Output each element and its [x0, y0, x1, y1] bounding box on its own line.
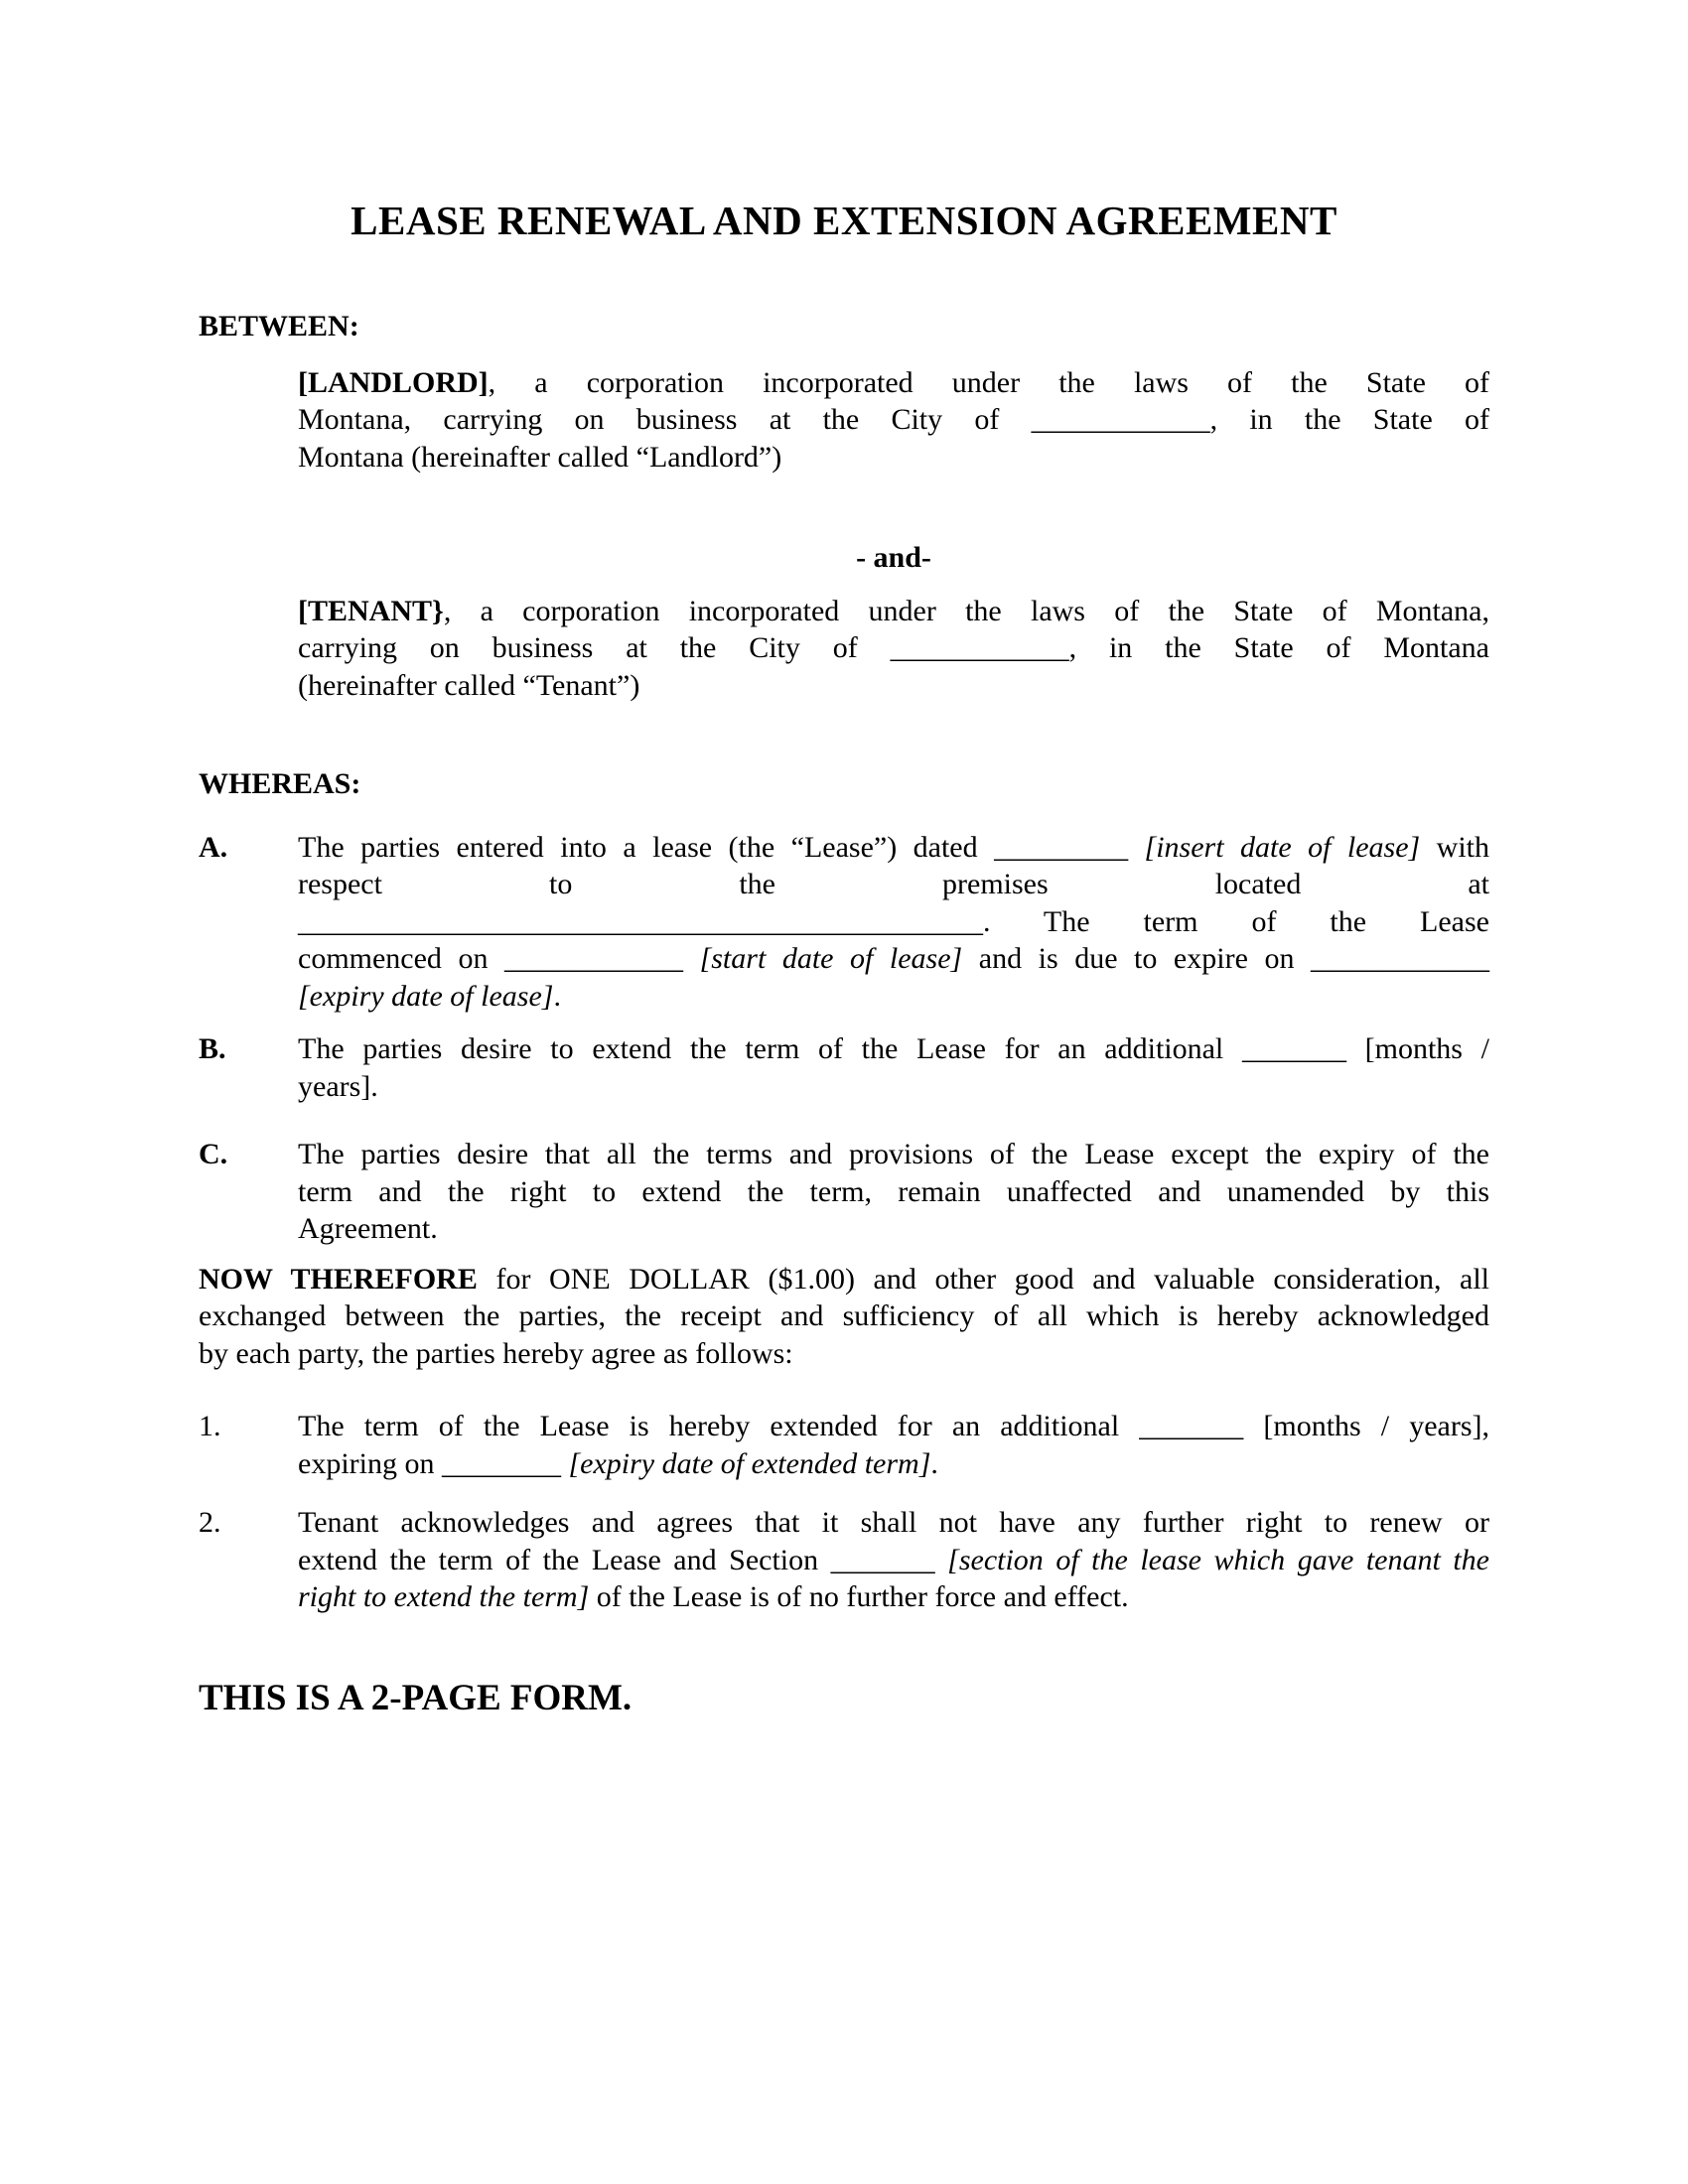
text-segment: The parties desire to extend the term of the Lease for an additional _______ [months /	[298, 1032, 1489, 1065]
text-segment: NOW THEREFORE	[199, 1262, 478, 1296]
text-segment: The parties entered into a lease (the “Lease”) dated _________	[298, 830, 1145, 864]
text-line	[298, 866, 1489, 903]
fill-in-instruction: [expiry date of extended term]	[568, 1446, 931, 1480]
recital-c	[199, 1136, 1489, 1248]
text-segment: and is due to expire on ____________	[962, 942, 1489, 975]
text-segment: [TENANT}	[298, 594, 444, 627]
recital-a	[199, 829, 1489, 1016]
text-segment: [LANDLORD]	[298, 365, 489, 399]
text-line	[298, 978, 1489, 1016]
term-2-label: 2.	[199, 1506, 221, 1539]
between-heading: BETWEEN:	[199, 310, 359, 342]
text-segment: , a corporation incorporated under the laws of the State of	[488, 365, 1489, 399]
recital-b-text	[298, 1030, 1489, 1105]
text-segment: .	[553, 979, 561, 1013]
term-1	[199, 1408, 1489, 1482]
text-segment: of the Lease is of no further force and effect.	[589, 1580, 1129, 1613]
text-segment: with	[1420, 830, 1489, 864]
text-line	[298, 1445, 1489, 1483]
text-segment: carrying on business at the City of ____________, in the State of Montana	[298, 631, 1489, 664]
text-line	[298, 439, 1489, 477]
text-segment: for ONE DOLLAR ($1.00) and other good and valuable consideration, all	[477, 1262, 1490, 1296]
text-segment: , a corporation incorporated under the laws of the State of Montana,	[443, 594, 1489, 627]
recital-b	[199, 1030, 1489, 1105]
term-2	[199, 1504, 1489, 1616]
recital-c-text	[298, 1136, 1489, 1248]
recital-c-label: C.	[199, 1138, 228, 1170]
text-line	[298, 593, 1489, 630]
text-segment: Agreement.	[298, 1212, 438, 1245]
text-segment: (hereinafter called “Tenant”)	[298, 668, 640, 702]
text-segment: respect to the premises located at	[298, 868, 1489, 900]
text-segment: The term of the Lease is hereby extended for an additional _______ [months / years],	[298, 1410, 1489, 1442]
fill-in-instruction: [expiry date of lease]	[298, 979, 554, 1013]
text-line	[298, 1542, 1489, 1579]
text-line	[298, 667, 1489, 705]
text-segment: The parties desire that all the terms and provisions of the Lease except the expiry of the	[298, 1138, 1489, 1170]
and-separator: - and-	[856, 541, 931, 574]
text-line	[199, 1297, 1489, 1335]
recital-b-label: B.	[199, 1032, 226, 1065]
landlord-paragraph	[298, 364, 1489, 477]
text-segment: .	[930, 1446, 938, 1480]
text-segment: term and the right to extend the term, remain unaffected and unamended by this	[298, 1174, 1489, 1208]
text-line	[199, 1261, 1489, 1298]
text-segment: Tenant acknowledges and agrees that it shall not have any further right to renew or	[298, 1506, 1489, 1539]
whereas-heading: WHEREAS:	[199, 767, 361, 800]
text-line	[298, 401, 1489, 439]
recital-a-text	[298, 829, 1489, 1016]
text-segment: expiring on ________	[298, 1446, 569, 1480]
text-line	[199, 1335, 1489, 1373]
text-segment: by each party, the parties hereby agree as follows:	[199, 1336, 793, 1370]
text-line	[298, 1578, 1489, 1616]
fill-in-instruction: [start date of lease]	[699, 942, 963, 975]
fill-in-instruction: right to extend the term]	[298, 1580, 590, 1613]
now-therefore-paragraph	[199, 1261, 1489, 1373]
term-1-text	[298, 1408, 1489, 1482]
text-segment: Montana, carrying on business at the City of ____________, in the State of	[298, 403, 1489, 436]
text-line	[298, 829, 1489, 867]
text-line	[298, 903, 1489, 941]
text-line	[298, 364, 1489, 402]
text-line	[298, 1173, 1489, 1211]
term-1-label: 1.	[199, 1410, 221, 1442]
text-segment: Montana (hereinafter called “Landlord”)	[298, 440, 782, 474]
tenant-paragraph	[298, 593, 1489, 705]
text-segment: years].	[298, 1069, 378, 1103]
text-line	[298, 1408, 1489, 1445]
fill-in-instruction: [section of the lease which gave tenant the	[947, 1543, 1489, 1576]
text-line	[298, 1504, 1489, 1542]
text-line	[298, 940, 1489, 978]
term-2-text	[298, 1504, 1489, 1616]
text-segment: extend the term of the Lease and Section _______	[298, 1543, 948, 1576]
text-line	[298, 1136, 1489, 1173]
two-page-note: THIS IS A 2-PAGE FORM.	[199, 1677, 633, 1718]
fill-in-instruction: [insert date of lease]	[1144, 830, 1421, 864]
text-line	[298, 1210, 1489, 1248]
text-line	[298, 629, 1489, 667]
recital-a-label: A.	[199, 830, 228, 864]
text-segment: commenced on ____________	[298, 942, 700, 975]
text-line	[298, 1068, 1489, 1106]
text-segment: exchanged between the parties, the receipt and sufficiency of all which is hereby acknowledged	[199, 1299, 1489, 1332]
text-line	[298, 1030, 1489, 1068]
document-title: LEASE RENEWAL AND EXTENSION AGREEMENT	[351, 198, 1337, 243]
text-segment: ______________________________________________. The term of the Lease	[298, 904, 1489, 938]
